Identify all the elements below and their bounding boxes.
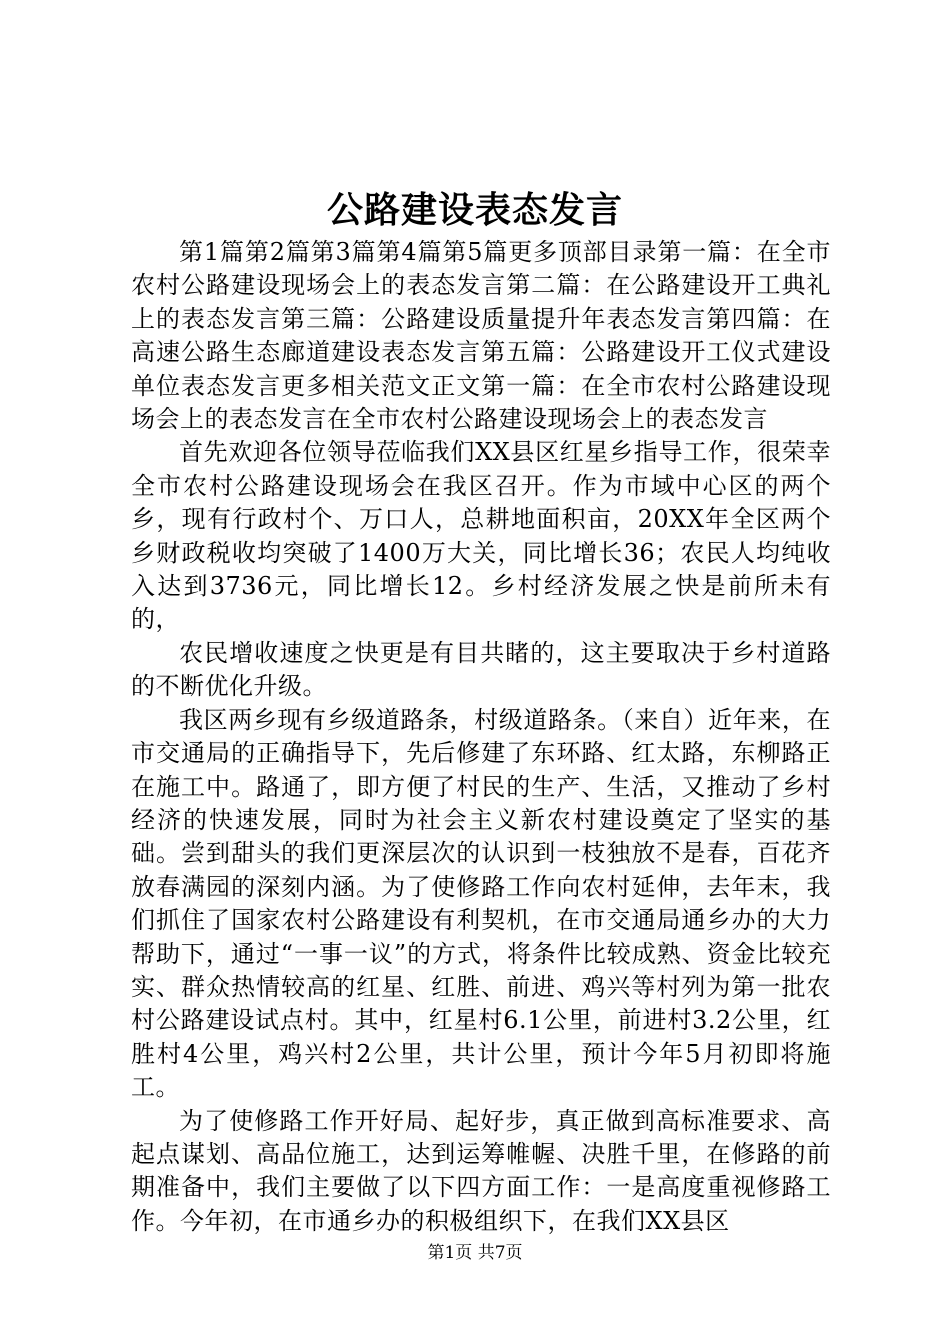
document-body [131,236,831,1238]
page-title: 公路建设表态发言 [326,189,623,231]
paragraph-welcome: 首先欢迎各位领导莅临我们XX县区红星乡指导工作，很荣幸全市农村公路建设现场会在我区召开。作为市域中心区的两个乡，现有行政村个、万口人，总耕地面积亩，20XX年全区两个乡财政税收均突破了1400万大关，同比增长36；农民人均纯收入达到3736元，同比增长12。乡村经济发展之快是前所未有的， [131,438,831,634]
paragraph-roads: 我区两乡现有乡级道路条，村级道路条。（来自）近年来，在市交通局的正确指导下，先后修建了东环路、红太路，东柳路正在施工中。路通了，即方便了村民的生产、生活，又推动了乡村经济的快速发展，同时为社会主义新农村建设奠定了坚实的基础。尝到甜头的我们更深层次的认识到一枝独放不是春，百花齐放春满园的深刻内涵。为了使修路工作向农村延伸，去年末，我们抓住了国家农村公路建设有利契机，在市交通局通乡办的大力帮助下，通过“一事一议”的方式，将条件比较成熟、资金比较充实、群众热情较高的红星、红胜、前进、鸡兴等村列为第一批农村公路建设试点村。其中，红星村6.1公里，前进村3.2公里，红胜村4公里，鸡兴村2公里，共计公里，预计今年5月初即将施工。 [131,705,831,1102]
paragraph-preparation: 为了使修路工作开好局、起好步，真正做到高标准要求、高起点谋划、高品位施工，达到运筹帷幄、决胜千里，在修路的前期准备中，我们主要做了以下四方面工作：一是高度重视修路工作。今年初，在市通乡办的积极组织下，在我们XX县区 [131,1106,831,1235]
paragraph-income: 农民增收速度之快更是有目共睹的，这主要取决于乡村道路的不断优化升级。 [131,638,831,701]
page-footer: 第1页 共7页 [427,1243,523,1263]
paragraph-toc: 第1篇第2篇第3篇第4篇第5篇更多顶部目录第一篇：在全市农村公路建设现场会上的表态发言第二篇：在公路建设开工典礼上的表态发言第三篇：公路建设质量提升年表态发言第四篇：在高速公路生态廊道建设表态发言第五篇：公路建设开工仪式建设单位表态发言更多相关范文正文第一篇：在全市农村公路建设现场会上的表态发言在全市农村公路建设现场会上的表态发言 [131,238,831,434]
